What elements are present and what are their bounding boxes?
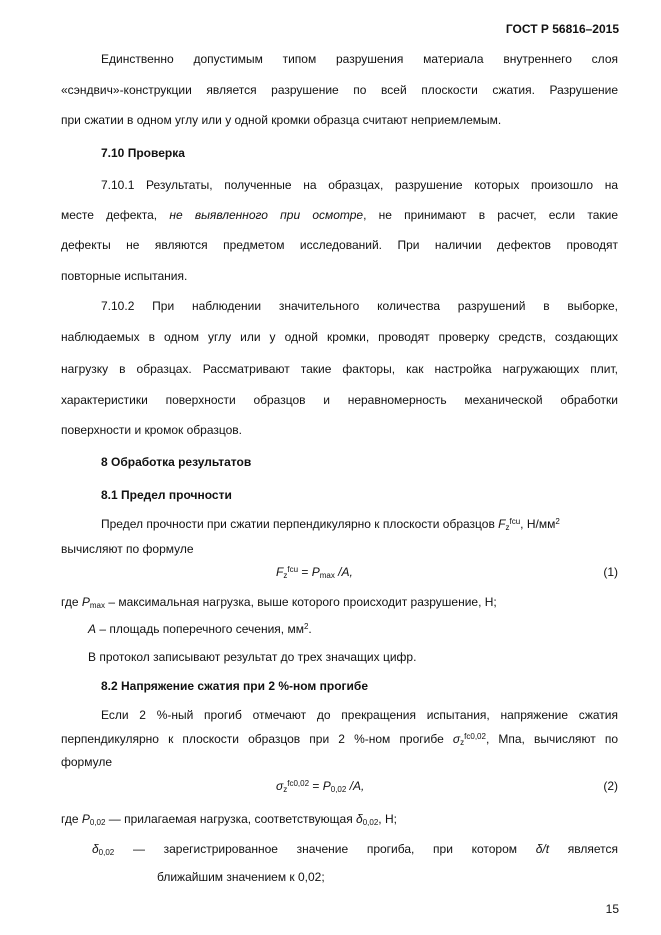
superscript: fcu — [287, 565, 299, 574]
superscript: fc0,02 — [464, 732, 486, 741]
superscript: 2 — [303, 622, 309, 631]
text-run: перпендикулярно к плоскости образцов при 2 %-ном прогибе — [61, 732, 453, 746]
document-code: ГОСТ Р 56816–2015 — [505, 22, 619, 36]
text-run: = — [298, 565, 312, 579]
paragraph-line — [61, 208, 618, 223]
superscript: fc0,02 — [287, 779, 310, 788]
symbol-P: P — [81, 595, 90, 609]
superscript: 2 — [555, 517, 560, 526]
paragraph-line — [101, 517, 560, 532]
symbol-A: A — [88, 622, 97, 636]
section-heading-8-1: 8.1 Предел прочности — [101, 488, 232, 502]
paragraph-line — [61, 812, 397, 827]
symbol-P: P — [311, 565, 320, 579]
subscript: z — [460, 738, 465, 747]
symbol-sigma: σ — [276, 779, 284, 793]
equation-number-1: (1) — [603, 565, 618, 579]
paragraph-line: Единственно допустимым типом разрушения материала внутреннего слоя — [101, 52, 618, 66]
text-run: , Мпа, вычисляют по — [485, 732, 618, 746]
paragraph-line: «сэндвич»-конструкции является разрушение по всей плоскости сжатия. Разрушение — [61, 83, 618, 97]
equation-1 — [276, 565, 353, 580]
equation-2 — [276, 779, 364, 794]
section-heading-8-2: 8.2 Напряжение сжатия при 2 %-ном прогибе — [101, 679, 368, 693]
paragraph-line: вычисляют по формуле — [61, 542, 194, 556]
text-run: — прилагаемая нагрузка, соответствующая — [105, 812, 357, 826]
symbol-F: F — [498, 517, 506, 531]
emphasis-text: не выявленного при осмотре — [169, 208, 364, 222]
text-run: где — [61, 812, 82, 826]
paragraph-line: нагрузку в образцах. Рассматривают такие факторы, как настройка нагружающих плит, — [61, 362, 618, 376]
text-run: месте дефекта, — [61, 208, 158, 222]
symbol-delta-t: δ/t — [535, 842, 550, 856]
paragraph-line: Если 2 %-ный прогиб отмечают до прекращения испытания, напряжение сжатия — [101, 708, 618, 722]
subscript: z — [505, 523, 510, 532]
subscript: z — [283, 571, 288, 580]
paragraph-line: В протокол записывают результат до трех значащих цифр. — [88, 650, 417, 664]
symbol-F: F — [276, 565, 284, 579]
text-run: — зарегистрированное значение прогиба, при котором — [114, 842, 536, 856]
text-run: где — [61, 595, 82, 609]
text-run: – максимальная нагрузка, выше которого происходит разрушение, Н; — [105, 595, 497, 609]
paragraph-line: ближайшим значением к 0,02; — [157, 870, 325, 884]
paragraph-line: формуле — [61, 755, 113, 769]
text-run: является — [549, 842, 618, 856]
symbol-sigma: σ — [452, 732, 461, 746]
paragraph-line: повторные испытания. — [61, 269, 188, 283]
subscript: 0,02 — [98, 848, 115, 857]
paragraph-line: поверхности и кромок образцов. — [61, 423, 242, 437]
paragraph-line: дефекты не являются предметом исследований. При наличии дефектов проводят — [61, 238, 618, 252]
subscript: 0,02 — [330, 785, 347, 794]
paragraph-line: при сжатии в одном углу или у одной кромки образца считают неприемлемым. — [61, 113, 502, 127]
paragraph-line — [92, 842, 618, 857]
paragraph-line — [88, 622, 312, 637]
superscript: fcu — [509, 517, 521, 526]
page-number: 15 — [605, 902, 619, 916]
symbol-delta: δ — [92, 842, 99, 856]
text-run: , не принимают в расчет, если такие — [363, 208, 618, 222]
subscript: z — [283, 785, 288, 794]
text-run: , Н/мм — [520, 517, 556, 531]
text-run: – площадь поперечного сечения, мм — [96, 622, 304, 636]
paragraph-line: характеристики поверхности образцов и неравномерность механической обработки — [61, 393, 618, 407]
paragraph-line — [61, 595, 497, 610]
equation-number-2: (2) — [603, 779, 618, 793]
section-heading-7-10: 7.10 Проверка — [101, 146, 185, 160]
text-run: /A, — [334, 565, 353, 579]
text-run: , Н; — [378, 812, 397, 826]
paragraph-line: 7.10.2 При наблюдении значительного количества разрушений в выборке, — [101, 299, 618, 313]
text-run: = — [309, 779, 323, 793]
subscript: max — [319, 571, 335, 580]
section-heading-8: 8 Обработка результатов — [101, 455, 252, 469]
symbol-P: P — [322, 779, 331, 793]
subscript: 0,02 — [89, 818, 106, 827]
symbol-delta: δ — [356, 812, 363, 826]
text-run: Предел прочности при сжатии перпендикулярно к плоскости образцов — [101, 517, 499, 531]
text-run: . — [308, 622, 312, 636]
subscript: 0,02 — [362, 818, 379, 827]
symbol-P: P — [81, 812, 90, 826]
paragraph-line: 7.10.1 Результаты, полученные на образцах, разрушение которых произошло на — [101, 178, 618, 192]
text-run: /A, — [346, 779, 365, 793]
subscript: max — [89, 601, 105, 610]
paragraph-line — [61, 732, 618, 747]
paragraph-line: наблюдаемых в одном углу или у одной кромки, проводят проверку средств, создающих — [61, 330, 618, 344]
